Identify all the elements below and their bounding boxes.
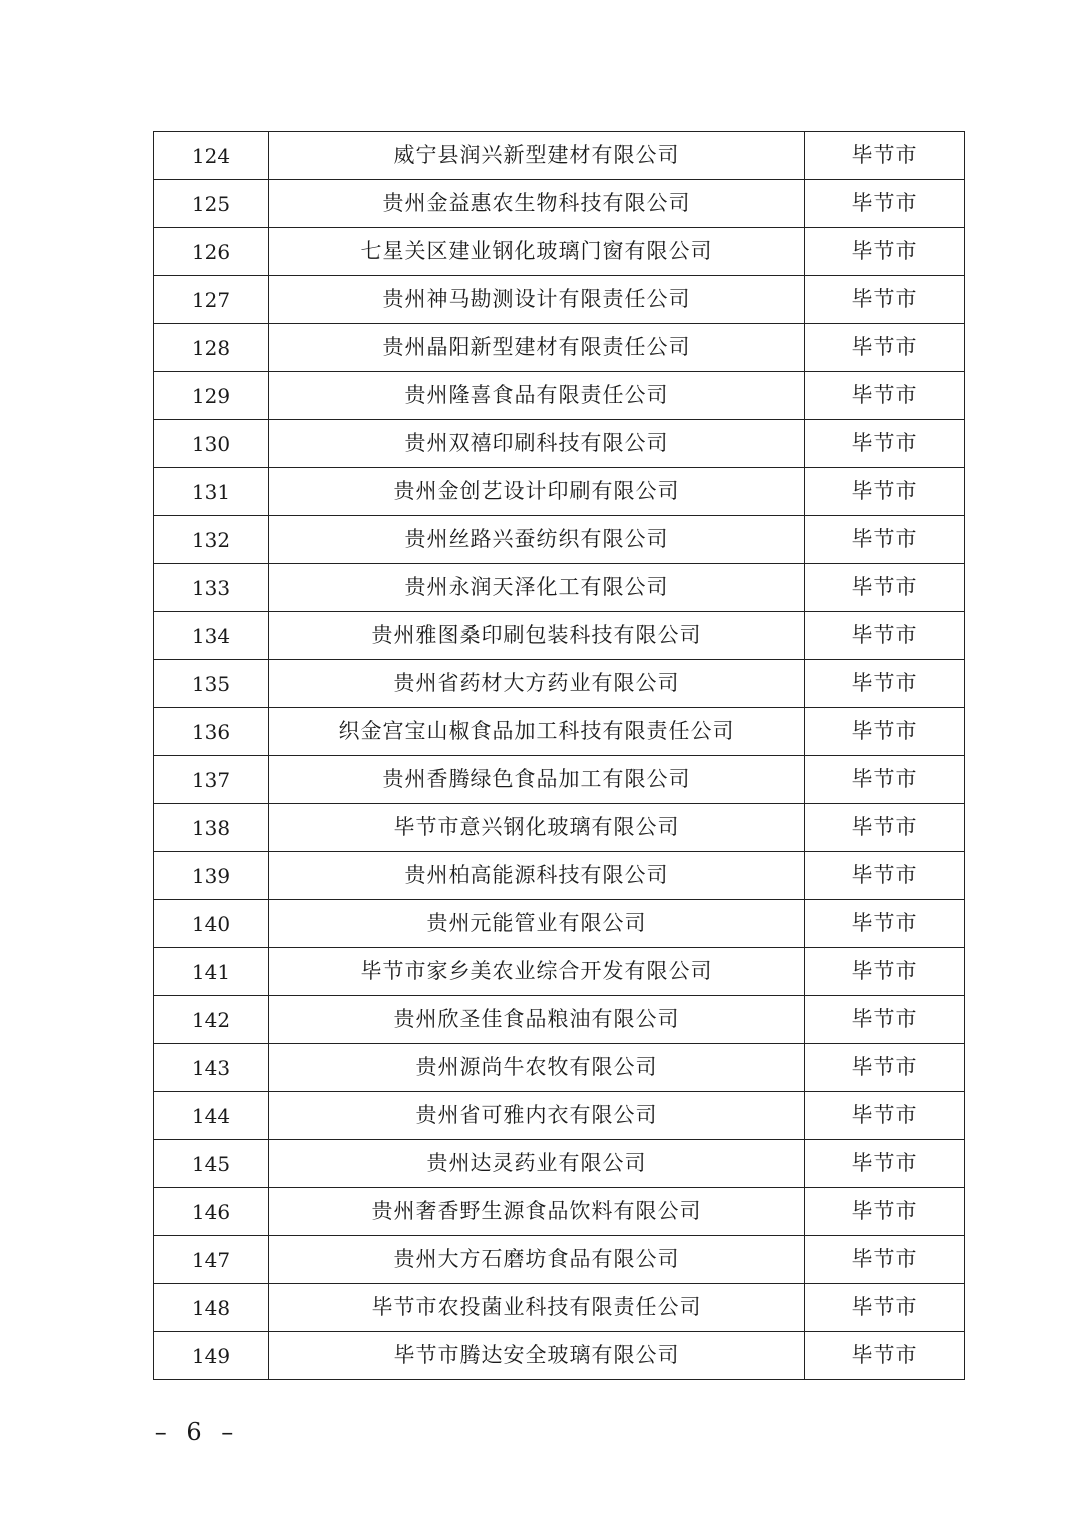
row-number-cell: 137 [154,756,269,804]
city-cell: 毕节市 [805,852,965,900]
city-cell: 毕节市 [805,516,965,564]
table-row [154,900,965,948]
city-cell: 毕节市 [805,1332,965,1380]
company-name-cell: 贵州香腾绿色食品加工有限公司 [269,756,805,804]
table-row [154,420,965,468]
row-number-cell: 148 [154,1284,269,1332]
city-cell: 毕节市 [805,372,965,420]
table-row [154,1188,965,1236]
company-name-cell: 贵州元能管业有限公司 [269,900,805,948]
table-row [154,468,965,516]
table-row [154,804,965,852]
page-number: – 6 – [154,1418,240,1446]
city-cell: 毕节市 [805,132,965,180]
row-number-cell: 146 [154,1188,269,1236]
company-name-cell: 贵州欣圣佳食品粮油有限公司 [269,996,805,1044]
table-row [154,756,965,804]
row-number-cell: 124 [154,132,269,180]
table-row [154,852,965,900]
row-number-cell: 136 [154,708,269,756]
row-number-cell: 130 [154,420,269,468]
table-row [154,1044,965,1092]
row-number-cell: 138 [154,804,269,852]
company-name-cell: 七星关区建业钢化玻璃门窗有限公司 [269,228,805,276]
company-name-cell: 贵州隆喜食品有限责任公司 [269,372,805,420]
table-row [154,1332,965,1380]
company-name-cell: 贵州永润天泽化工有限公司 [269,564,805,612]
city-cell: 毕节市 [805,948,965,996]
city-cell: 毕节市 [805,1236,965,1284]
city-cell: 毕节市 [805,900,965,948]
company-name-cell: 贵州双禧印刷科技有限公司 [269,420,805,468]
city-cell: 毕节市 [805,1044,965,1092]
company-name-cell: 贵州奢香野生源食品饮料有限公司 [269,1188,805,1236]
company-name-cell: 贵州达灵药业有限公司 [269,1140,805,1188]
company-name-cell: 威宁县润兴新型建材有限公司 [269,132,805,180]
city-cell: 毕节市 [805,612,965,660]
city-cell: 毕节市 [805,1140,965,1188]
table-row [154,708,965,756]
table-row [154,276,965,324]
table-row [154,228,965,276]
company-name-cell: 贵州晶阳新型建材有限责任公司 [269,324,805,372]
row-number-cell: 149 [154,1332,269,1380]
row-number-cell: 134 [154,612,269,660]
row-number-cell: 141 [154,948,269,996]
city-cell: 毕节市 [805,1188,965,1236]
city-cell: 毕节市 [805,468,965,516]
row-number-cell: 140 [154,900,269,948]
company-name-cell: 贵州神马勘测设计有限责任公司 [269,276,805,324]
company-name-cell: 毕节市腾达安全玻璃有限公司 [269,1332,805,1380]
table-row [154,132,965,180]
table-row [154,996,965,1044]
row-number-cell: 129 [154,372,269,420]
city-cell: 毕节市 [805,420,965,468]
company-name-cell: 贵州金益惠农生物科技有限公司 [269,180,805,228]
company-name-cell: 毕节市意兴钢化玻璃有限公司 [269,804,805,852]
company-name-cell: 贵州源尚牛农牧有限公司 [269,1044,805,1092]
city-cell: 毕节市 [805,660,965,708]
city-cell: 毕节市 [805,180,965,228]
city-cell: 毕节市 [805,708,965,756]
company-name-cell: 贵州金创艺设计印刷有限公司 [269,468,805,516]
row-number-cell: 143 [154,1044,269,1092]
company-name-cell: 贵州柏高能源科技有限公司 [269,852,805,900]
city-cell: 毕节市 [805,324,965,372]
row-number-cell: 132 [154,516,269,564]
table-row [154,516,965,564]
row-number-cell: 142 [154,996,269,1044]
row-number-cell: 128 [154,324,269,372]
city-cell: 毕节市 [805,564,965,612]
city-cell: 毕节市 [805,756,965,804]
table-row [154,1236,965,1284]
city-cell: 毕节市 [805,1092,965,1140]
company-name-cell: 贵州大方石磨坊食品有限公司 [269,1236,805,1284]
row-number-cell: 125 [154,180,269,228]
row-number-cell: 131 [154,468,269,516]
city-cell: 毕节市 [805,228,965,276]
city-cell: 毕节市 [805,804,965,852]
row-number-cell: 133 [154,564,269,612]
table-row [154,372,965,420]
table-row [154,324,965,372]
table-row [154,660,965,708]
city-cell: 毕节市 [805,276,965,324]
company-name-cell: 贵州丝路兴蚕纺织有限公司 [269,516,805,564]
company-name-cell: 贵州省药材大方药业有限公司 [269,660,805,708]
table-row [154,1092,965,1140]
city-cell: 毕节市 [805,996,965,1044]
company-name-cell: 毕节市家乡美农业综合开发有限公司 [269,948,805,996]
company-name-cell: 毕节市农投菌业科技有限责任公司 [269,1284,805,1332]
row-number-cell: 144 [154,1092,269,1140]
table-row [154,612,965,660]
row-number-cell: 135 [154,660,269,708]
table-row [154,564,965,612]
row-number-cell: 127 [154,276,269,324]
row-number-cell: 139 [154,852,269,900]
row-number-cell: 147 [154,1236,269,1284]
company-name-cell: 贵州省可雅内衣有限公司 [269,1092,805,1140]
row-number-cell: 145 [154,1140,269,1188]
company-name-cell: 贵州雅图桑印刷包装科技有限公司 [269,612,805,660]
company-name-cell: 织金宫宝山椒食品加工科技有限责任公司 [269,708,805,756]
company-list-table [153,131,965,1380]
table-row [154,948,965,996]
row-number-cell: 126 [154,228,269,276]
table-row [154,1140,965,1188]
city-cell: 毕节市 [805,1284,965,1332]
table-row [154,1284,965,1332]
table-row [154,180,965,228]
company-list-body [154,132,965,1380]
